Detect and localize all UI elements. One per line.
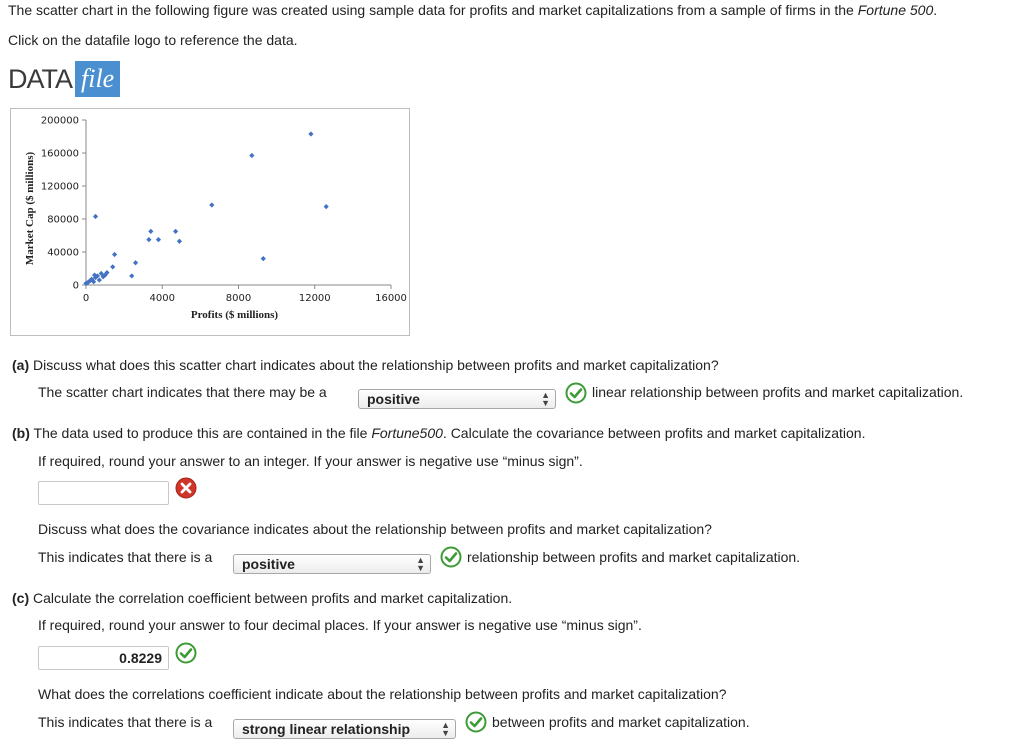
scatter-point <box>173 229 178 234</box>
check-circle-icon <box>175 642 197 664</box>
up-down-arrows-icon: ▲ ▼ <box>416 555 425 573</box>
part-b-file-name: Fortune500 <box>371 425 443 441</box>
datafile-instruction: Click on the datafile logo to reference the data. <box>8 32 298 48</box>
datafile-logo[interactable] <box>8 61 120 97</box>
part-a-label: (a) <box>12 357 30 373</box>
scatter-point <box>209 202 214 207</box>
up-down-arrows-icon: ▲ ▼ <box>541 390 550 408</box>
part-c-question <box>12 589 512 607</box>
x-tick-label: 0 <box>82 293 90 304</box>
y-tick-label: 120000 <box>40 181 79 193</box>
x-circle-icon <box>175 477 197 499</box>
y-tick-label: 200000 <box>40 115 79 127</box>
logo-data-text: DATA <box>8 64 73 94</box>
scatter-point <box>156 237 161 242</box>
intro-fortune-italic: Fortune 500 <box>857 2 934 18</box>
part-b-label: (b) <box>12 425 30 441</box>
part-b-suffix: relationship between profits and market capitalization. <box>467 549 801 565</box>
up-down-arrows-icon: ▲ ▼ <box>441 720 450 738</box>
part-b-question-end: . Calculate the covariance between profits and market capitalization. <box>442 425 866 441</box>
scatter-point <box>324 204 329 209</box>
part-b-relationship-select[interactable] <box>233 554 431 574</box>
logo-file-text: file <box>75 61 120 97</box>
check-circle-icon <box>440 546 462 568</box>
scatter-point <box>148 229 153 234</box>
part-a-relationship-select[interactable] <box>358 389 556 409</box>
y-axis-title: Market Cap ($ millions) <box>24 151 36 266</box>
y-tick-label: 40000 <box>47 247 79 259</box>
scatter-point <box>249 153 254 158</box>
scatter-point <box>133 260 138 265</box>
part-b-prefix: This indicates that there is a <box>38 549 213 565</box>
check-circle-icon <box>465 711 487 733</box>
part-c-select-value: strong linear relationship <box>242 721 411 737</box>
part-c-discuss: What does the correlations coefficient indicate about the relationship between profits and market capitalization? <box>38 686 727 702</box>
intro-text <box>8 1 937 19</box>
part-c-relationship-select[interactable] <box>233 719 456 739</box>
x-tick-label: 16000 <box>375 293 407 304</box>
y-tick-label: 0 <box>72 280 79 292</box>
part-c-suffix: between profits and market capitalization. <box>492 714 750 730</box>
part-c-prefix: This indicates that there is a <box>38 714 213 730</box>
intro-text-part: The scatter chart in the following figure was created using sample data for profits and market capitalizations from a sample of firms in the <box>8 2 858 18</box>
part-a-select-value: positive <box>367 391 420 407</box>
part-a-question-text: Discuss what does this scatter chart indicates about the relationship between profits and market capitalization? <box>29 357 719 373</box>
scatter-point <box>93 214 98 219</box>
y-tick-label: 160000 <box>40 148 79 160</box>
x-tick-label: 12000 <box>298 293 331 304</box>
part-b-question <box>12 424 866 442</box>
part-a-question <box>12 356 719 374</box>
correlation-input[interactable]: 0.8229 <box>38 646 169 670</box>
part-c-label: (c) <box>12 590 30 606</box>
scatter-chart <box>10 108 410 336</box>
scatter-point <box>308 131 313 136</box>
scatter-point <box>110 264 115 269</box>
part-b-select-value: positive <box>242 556 295 572</box>
x-tick-label: 8000 <box>225 293 252 304</box>
part-b-question-text: The data used to produce this are contained in the file <box>29 425 372 441</box>
x-tick-label: 4000 <box>149 293 175 304</box>
scatter-chart-svg <box>11 109 409 335</box>
part-c-instruction: If required, round your answer to four decimal places. If your answer is negative use “minus sign”. <box>38 617 642 633</box>
scatter-point <box>261 256 266 261</box>
part-c-question-text: Calculate the correlation coefficient between profits and market capitalization. <box>29 590 513 606</box>
part-a-prefix: The scatter chart indicates that there may be a <box>38 384 327 400</box>
scatter-point <box>129 273 134 278</box>
covariance-input[interactable] <box>38 481 169 505</box>
part-b-instruction: If required, round your answer to an integer. If your answer is negative use “minus sign”. <box>38 453 583 469</box>
intro-text-end: . <box>933 2 938 18</box>
x-axis-title: Profits ($ millions) <box>190 309 279 321</box>
scatter-point <box>146 237 151 242</box>
part-b-discuss: Discuss what does the covariance indicates about the relationship between profits and market capitalization? <box>38 521 712 537</box>
scatter-point <box>177 239 182 244</box>
scatter-point <box>112 252 117 257</box>
part-a-suffix: linear relationship between profits and market capitalization. <box>592 384 964 400</box>
y-tick-label: 80000 <box>47 214 79 226</box>
check-circle-icon <box>565 382 587 404</box>
